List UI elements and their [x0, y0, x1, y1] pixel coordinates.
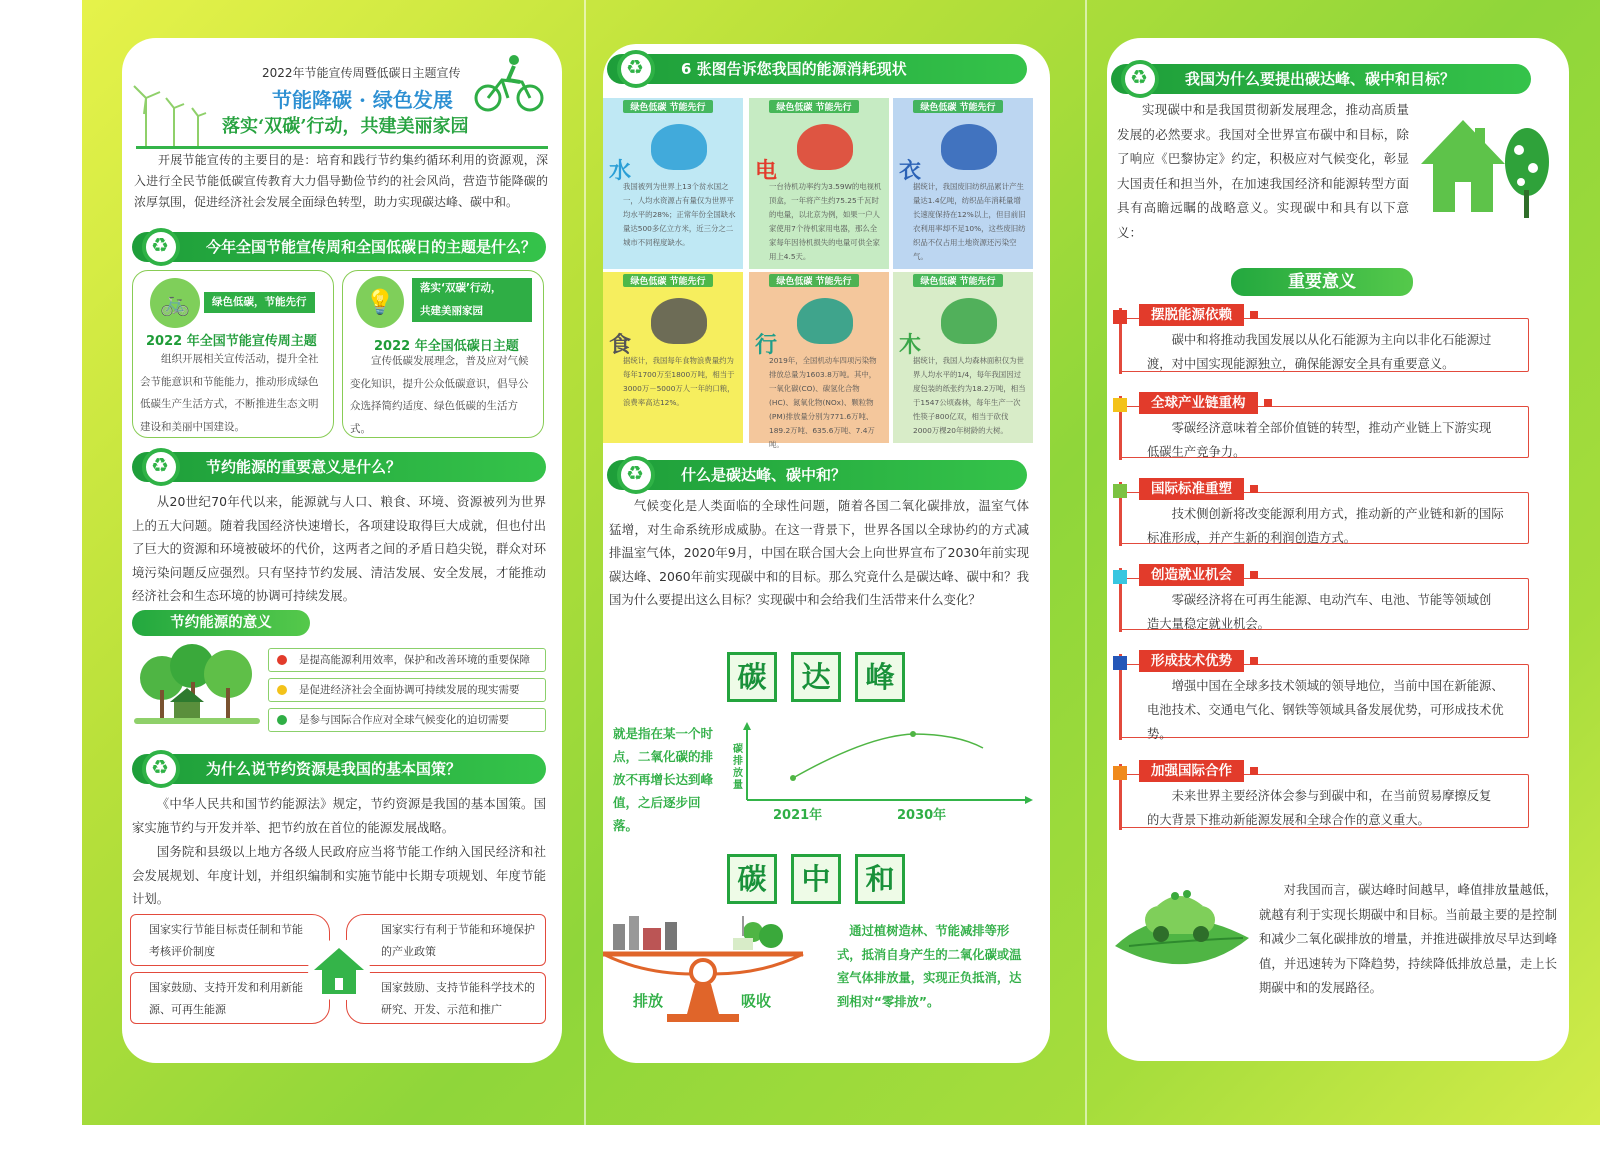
item-square-icon: [1113, 398, 1127, 412]
item-line: 增强中国在全球多技术领域的领导地位，当前中国在新能源、: [1171, 679, 1504, 693]
eco-house-tree-icon: [1415, 102, 1555, 222]
energy-tile: [893, 98, 1033, 269]
tile-band: 绿色低碳 节能先行: [623, 100, 713, 113]
why-paragraph: 实现碳中和是我国贯彻新发展理念，推动高质量发展的必然要求。我国对全世界宣布碳中和目标，除了响应《巴黎协定》约定，积极应对气候变化，彰显大国责任和担当外，在加速我国经济和能源转型方面具有高瞻远瞩的战略意义。实现碳中和具有以下意义：: [1117, 102, 1409, 240]
item-line: 标准形成，并产生新的利润创造方式。: [1147, 531, 1357, 545]
item-label: 加强国际合作: [1139, 760, 1244, 782]
meaning-item: [268, 708, 546, 732]
section-header-energy-status: [607, 54, 1027, 84]
item-label: 国际标准重塑: [1139, 478, 1244, 500]
item-square-icon: [1113, 656, 1127, 670]
tile-text: 2019年，全国机动车四项污染物排放总量为1603.8万吨。其中，一氧化碳(CO)、碳氢化合物(HC)、氮氧化物(NOx)、颗粒物(PM)排放量分别为771.6万吨、189.2万吨、635.6万吨、7.4万吨。: [769, 356, 877, 449]
bullet-icon: [277, 655, 287, 665]
item-square-icon: [1113, 310, 1127, 324]
lightbulb-icon: 💡: [356, 276, 404, 328]
tile-illustration-icon: [651, 298, 707, 344]
recycle-icon: [142, 448, 180, 486]
section-header-text: 今年全国节能宣传周和全国低碳日的主题是什么？: [206, 238, 537, 256]
energy-tile: [749, 272, 889, 449]
bike-badge-icon: 🚲: [150, 278, 200, 328]
item-body: [1147, 416, 1537, 464]
item-line: 碳中和将推动我国发展以从化石能源为主向以非化石能源过: [1171, 333, 1492, 347]
item-line: 低碳生产竞争力。: [1147, 445, 1246, 459]
significance-item: [1119, 764, 1539, 830]
theme-tag-lowcarbon: [412, 278, 532, 322]
energy-tile: [603, 98, 743, 269]
section-header-importance: [132, 452, 546, 482]
recycle-icon: [1121, 60, 1159, 98]
policy-box: 国家实行节能目标责任制和节能考核评价制度: [130, 914, 330, 966]
theme-text-week: 组织开展相关宣传活动，提升全社会节能意识和节能能力，推动形成绿色低碳生产生活方式，不断推进生态文明建设和美丽中国建设。: [140, 353, 319, 433]
section-header-text: 我国为什么要提出碳达峰、碳中和目标？: [1185, 70, 1456, 88]
policy-box: 国家实行有利于节能和环境保护的产业政策: [346, 914, 546, 966]
tile-illustration-icon: [941, 124, 997, 170]
item-line: 零碳经济意味着全部价值链的转型，推动产业链上下游实现: [1171, 421, 1492, 435]
tile-band: 绿色低碳 节能先行: [913, 100, 1003, 113]
tile-illustration-icon: [941, 298, 997, 344]
meaning-item: [268, 678, 546, 702]
slogan-main: 节能降碳 · 绿色发展: [272, 88, 453, 112]
meaning-item: [268, 648, 546, 672]
item-label: 形成技术优势: [1139, 650, 1244, 672]
tile-band: 绿色低碳 节能先行: [913, 274, 1003, 287]
tile-text: 我国被列为世界上13个贫水国之一，人均水资源占有量仅为世界平均水平的28%；正常年份全国缺水量达500多亿立方米，近三分之二城市不同程度缺水。: [623, 182, 736, 247]
item-dot: [1264, 399, 1272, 407]
item-line: 势。: [1147, 727, 1172, 741]
header-small: 2022年节能宣传周暨低碳日主题宣传: [262, 66, 461, 80]
neutral-char: 和: [855, 854, 905, 904]
green-divider: [136, 146, 548, 149]
theme-title-lowcarbon: 2022 年全国低碳日主题: [374, 339, 519, 354]
meaning-text: 是提高能源利用效率，保护和改善环境的重要保障: [299, 654, 530, 666]
item-body: [1147, 588, 1537, 636]
item-line: 技术侧创新将改变能源利用方式，推动新的产业链和新的国际: [1171, 507, 1504, 521]
theme-tag-line1: 落实‘双碳’行动，: [420, 282, 502, 294]
item-dot: [1250, 311, 1258, 319]
item-line: 未来世界主要经济体会参与到碳中和，在当前贸易摩擦反复: [1171, 789, 1492, 803]
item-dot: [1250, 571, 1258, 579]
theme-text-lowcarbon: 宣传低碳发展理念，普及应对气候变化知识，提升公众低碳意识，倡导公众选择简约适度、绿色低碳的生活方式。: [350, 355, 529, 435]
energy-tile: [893, 272, 1033, 443]
policy-paragraph-2: 国务院和县级以上地方各级人民政府应当将节能工作纳入国民经济和社会发展规划、年度计划，并组织编制和实施节能中长期专项规划、年度节能计划。: [132, 844, 546, 907]
significance-item: [1119, 396, 1539, 460]
significance-item: [1119, 654, 1539, 740]
section-header-why: [1111, 64, 1531, 94]
item-line: 电池技术、交通电气化、钢铁等领域具备发展优势，可形成技术优: [1147, 703, 1504, 717]
item-body: [1147, 674, 1537, 746]
eco-car-leaf-illustration: [1109, 876, 1255, 980]
theme-tag-line2: 共建美丽家园: [420, 305, 483, 317]
tile-band: 绿色低碳 节能先行: [623, 274, 713, 287]
tile-text: 据统计，我国人均森林面积仅为世界人均水平的1/4，每年我国因过度包装的纸张约为18.2万吨，相当于1547公顷森林，每年生产一次性筷子800亿双，相当于砍伐2000万棵20年树龄的大树。: [913, 356, 1026, 435]
section-header-text: 什么是碳达峰、碳中和？: [681, 466, 847, 484]
subheader-significance: 重要意义: [1231, 268, 1413, 296]
tile-illustration-icon: [797, 298, 853, 344]
neutral-char: 中: [791, 854, 841, 904]
tile-text: 据统计，我国每年食物浪费量约为每年1700万至1800万吨，相当于3000万－5000万人一年的口粮，浪费率高达12%。: [623, 356, 735, 407]
energy-tile: [603, 272, 743, 443]
slogan-sub: 落实‘双碳’行动，共建美丽家园: [222, 116, 469, 137]
significance-item: [1119, 482, 1539, 546]
theme-title-week: 2022 年全国节能宣传周主题: [146, 334, 317, 349]
recycle-icon: [142, 228, 180, 266]
wind-turbines-icon: [126, 78, 216, 148]
tile-illustration-icon: [651, 124, 707, 170]
item-label: 摆脱能源依赖: [1139, 304, 1244, 326]
item-line: 的大背景下推动新能源发展和全球合作的意义重大。: [1147, 813, 1430, 827]
recycle-icon: [617, 50, 655, 88]
tile-char: 电: [755, 159, 778, 184]
fold-line: [584, 0, 586, 1125]
item-body: [1147, 784, 1537, 832]
section-header-theme: [132, 232, 546, 262]
fold-line: [1085, 0, 1087, 1125]
tile-text: 一台待机功率约为3.59W的电视机顶盒，一年将产生约75.25千瓦时的电量，以北京为例，如果一户人家使用7个待机家用电器，那么全家每年因待机损失的电量可供全家用上4.5天。: [769, 182, 882, 261]
meaning-text: 是参与国际合作应对全球气候变化的迫切需要: [299, 714, 509, 726]
item-line: 零碳经济将在可再生能源、电动汽车、电池、节能等领域创: [1171, 593, 1492, 607]
panel-right: [1107, 38, 1569, 1061]
tile-text: 据统计，我国废旧纺织品累计产生量达1.4亿吨，纺织品年消耗量增长速度保持在12%以上，但目前旧衣利用率却不足10%，这些废旧纺织品不仅占用土地资源还污染空气。: [913, 182, 1026, 261]
tile-band: 绿色低碳 节能先行: [769, 274, 859, 287]
subheader-meaning: 节约能源的意义: [132, 610, 310, 636]
neutral-definition: 通过植树造林、节能减排等形式，抵消自身产生的二氧化碳或温室气体排放量，实现正负抵消，达到相对“零排放”。: [837, 924, 1022, 1009]
significance-item: [1119, 308, 1539, 374]
policy-box: 国家鼓励、支持开发和利用新能源、可再生能源: [130, 972, 330, 1024]
policy-box: 国家鼓励、支持节能科学技术的研究、开发、示范和推广: [346, 972, 546, 1024]
panel-middle: [603, 44, 1050, 1063]
bullet-icon: [277, 715, 287, 725]
trees-house-illustration: [134, 644, 260, 724]
year-2030: 2030年: [897, 808, 947, 823]
energy-tile: [749, 98, 889, 269]
y-axis-label: 碳排放量: [733, 744, 743, 791]
section-header-text: 6 张图告诉您我国的能源消耗现状: [681, 60, 907, 78]
year-2021: 2021年: [773, 808, 823, 823]
item-square-icon: [1113, 766, 1127, 780]
importance-paragraph: 从20世纪70年代以来，能源就与人口、粮食、环境、资源被列为世界上的五大问题。随着我国经济快速增长，各项建设取得巨大成就，但也付出了巨大的资源和环境被破坏的代价，这两者之间的矛盾日趋尖锐，群众对环境污染问题反应强烈。只有坚持节约发展、清洁发展、安全发展，才能推动经济社会和生态环境的协调可持续发展。: [132, 494, 546, 604]
meaning-text: 是促进经济社会全面协调可持续发展的现实需要: [299, 684, 520, 696]
cyclist-icon: [474, 52, 544, 114]
tile-char: 衣: [899, 159, 922, 184]
item-body: [1147, 328, 1537, 376]
item-dot: [1250, 657, 1258, 665]
tile-char: 食: [609, 333, 632, 358]
item-label: 创造就业机会: [1139, 564, 1244, 586]
item-label: 全球产业链重构: [1139, 392, 1258, 414]
intro-paragraph: 开展节能宣传的主要目的是：培育和践行节约集约循环利用的资源观，深入进行全民节能低碳宣传教育大力倡导勤俭节约的社会风尚，营造节能降碳的浓厚氛围，促进经济社会发展全面绿色转型，助力实现碳达峰、碳中和。: [134, 153, 548, 209]
policy-paragraph-1: 《中华人民共和国节约能源法》规定，节约资源是我国的基本国策。国家实施节约与开发并举、把节约放在首位的能源发展战略。: [132, 796, 546, 835]
theme-tag-week: 绿色低碳，节能先行: [204, 292, 315, 313]
peak-char: 峰: [855, 652, 905, 702]
panel-left: [122, 38, 562, 1063]
peak-definition: 就是指在某一个时点，二氧化碳的排放不再增长达到峰值，之后逐步回落。: [613, 726, 714, 833]
neutral-char: 碳: [727, 854, 777, 904]
section-header-policy: [132, 754, 546, 784]
carbon-paragraph: 气候变化是人类面临的全球性问题，随着各国二氧化碳排放，温室气体猛增，对生命系统形成威胁。在这一背景下，世界各国以全球协约的方式减排温室气体，2020年9月，中国在联合国大会上向世界宣布了2030年前实现碳达峰、2060年前实现碳中和的目标。那么究竟什么是碳达峰、碳中和？我国为什么要提出这么目标？实现碳中和会给我们生活带来什么变化？: [609, 498, 1029, 608]
policy-diagram: [130, 914, 548, 1024]
section-header-carbon: [607, 460, 1027, 490]
closing-paragraph: 对我国而言，碳达峰时间越早，峰值排放量越低，就越有利于实现长期碳中和目标。当前最主要的是控制和减少二氧化碳排放的增量，并推进碳排放尽早达到峰值，并迅速转为下降趋势，持续降低排放总量，走上长期碳中和的发展路径。: [1259, 883, 1557, 995]
recycle-icon: [142, 750, 180, 788]
item-line: 造大量稳定就业机会。: [1147, 617, 1270, 631]
item-square-icon: [1113, 484, 1127, 498]
section-header-text: 节约能源的重要意义是什么？: [206, 458, 402, 476]
significance-item: [1119, 568, 1539, 632]
tile-char: 木: [899, 333, 922, 358]
peak-char: 达: [791, 652, 841, 702]
tile-char: 水: [609, 159, 632, 184]
peak-curve-chart: [727, 720, 1037, 816]
item-line: 渡，对中国实现能源独立，确保能源安全具有重要意义。: [1147, 357, 1455, 371]
house-icon: [306, 938, 372, 1002]
item-body: [1147, 502, 1537, 550]
meaning-list: [268, 648, 546, 732]
emit-label: 排放: [633, 992, 664, 1010]
recycle-icon: [617, 456, 655, 494]
item-dot: [1250, 767, 1258, 775]
item-square-icon: [1113, 570, 1127, 584]
absorb-label: 吸收: [741, 992, 772, 1010]
section-header-text: 为什么说节约资源是我国的基本国策？: [206, 760, 462, 778]
bullet-icon: [277, 685, 287, 695]
peak-char: 碳: [727, 652, 777, 702]
tile-illustration-icon: [797, 124, 853, 170]
item-dot: [1250, 485, 1258, 493]
tile-char: 行: [755, 333, 778, 358]
tile-band: 绿色低碳 节能先行: [769, 100, 859, 113]
